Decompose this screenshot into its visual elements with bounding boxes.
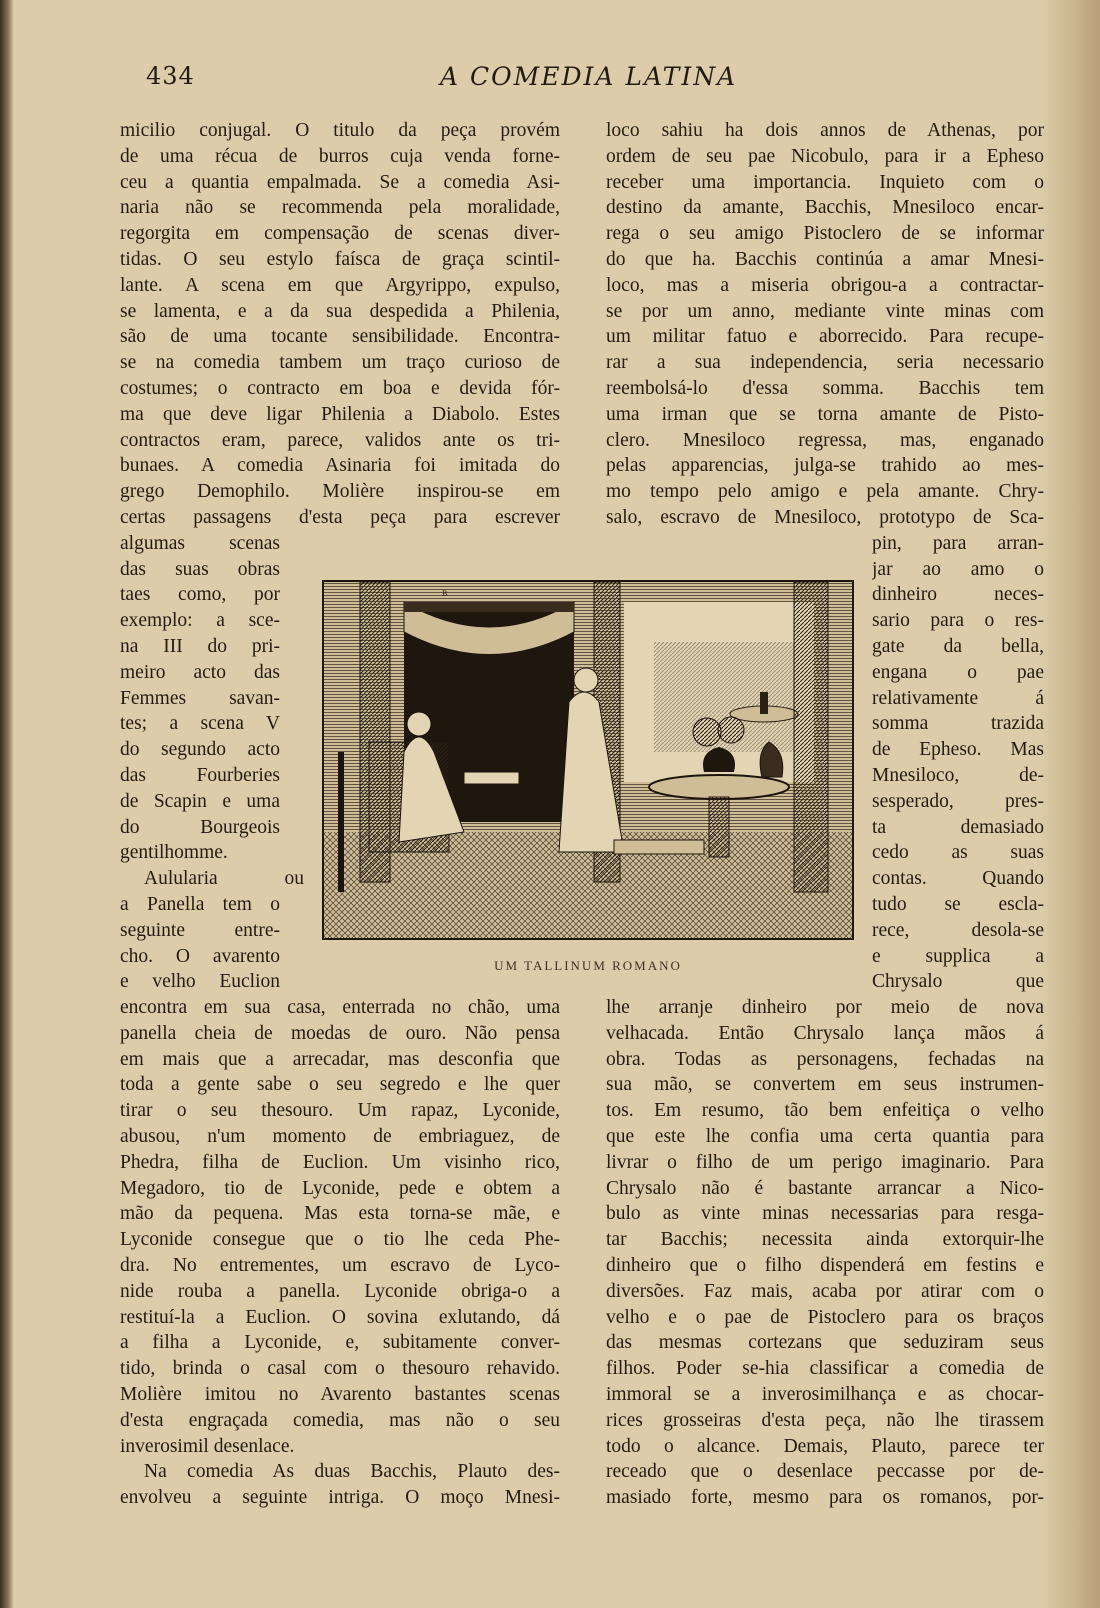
engraving-drawing [324,582,852,938]
text-line: tes; a scena V [120,713,280,735]
engraving-mark: B [442,589,448,598]
text-line: dra. No entrementes, um escravo de Lyco- [120,1255,560,1277]
text-line: obra. Todas as personagens, fechadas na [606,1048,1044,1070]
text-line: restituí-la a Euclion. O sovina exlutando, dá [120,1306,560,1328]
text-line: se por um anno, mediante vinte minas com [606,300,1044,322]
text-line: ma que deve ligar Philenia a Diabolo. Estes [120,403,560,425]
right-block-2 [872,531,1044,995]
text-line: a filha a Lyconide, e, subitamente conver- [120,1332,560,1354]
text-line: lante. A scena em que Argyrippo, expulso, [120,274,560,296]
text-line: dinheiro neces- [872,584,1044,606]
text-line: diversões. Faz mais, acaba por atirar com o [606,1280,1044,1302]
text-line: mo tempo pelo amigo e pela amante. Chry- [606,481,1044,503]
text-line: cedo as suas [872,842,1044,864]
text-line: Megadoro, tio de Lyconide, pede e obtem a [120,1177,560,1199]
text-line: somma trazida [872,713,1044,735]
text-line: encontra em sua casa, enterrada no chão, uma [120,997,560,1019]
figure-caption: UM TALLINUM ROMANO [494,958,682,973]
left-block-3 [120,995,560,1511]
text-line: destino da amante, Bacchis, Mnesiloco encar- [606,197,1044,219]
text-line: se lamenta, e a da sua despedida a Philenia, [120,300,560,322]
text-line: exemplo: a sce- [120,610,280,632]
text-line: algumas scenas [120,532,280,554]
text-line: e velho Euclion [120,971,280,993]
text-line: bulo as vinte minas necessarias para resga- [606,1203,1044,1225]
text-line: meiro acto das [120,661,280,683]
text-line: na III do pri- [120,635,280,657]
text-line: a Panella tem o [120,893,280,915]
text-line: velho e o pae de Pistoclero para os braços [606,1306,1044,1328]
text-line: taes como, por [120,584,280,606]
text-line: loco, mas a miseria obrigou-a a contractar- [606,274,1044,296]
text-line: tudo se escla- [872,893,1044,915]
text-line: são de uma tocante sensibilidade. Encontra- [120,326,560,348]
text-line: do que ha. Bacchis continúa a amar Mnesi- [606,248,1044,270]
text-line: de uma récua de burros cuja venda forne- [120,145,560,167]
text-line: rega o seu amigo Pistoclero de se informar [606,223,1044,245]
text-line: rices grosseiras d'esta peça, não lhe tirassem [606,1409,1044,1431]
text-line: seguinte entre- [120,919,280,941]
text-line: Femmes savan- [120,687,280,709]
text-line: Mnesiloco, de- [872,764,1044,786]
text-line: cho. O avarento [120,945,280,967]
text-line: das Fourberies [120,764,280,786]
text-line: bunaes. A comedia Asinaria foi imitada do [120,455,560,477]
text-line: rar a sua independencia, seria necessario [606,352,1044,374]
page-number: 434 [146,62,195,90]
right-block-1 [606,118,1044,531]
binding-shadow [0,0,14,1608]
text-line: rece, desola-se [872,919,1044,941]
page-edge [1040,0,1100,1608]
text-line: de Scapin e uma [120,790,280,812]
text-line: panella cheia de moedas de ouro. Não pensa [120,1022,560,1044]
text-line: Chrysalo não é bastante arrancar a Nico- [606,1177,1044,1199]
text-line: certas passagens d'esta peça para escrever [120,506,560,528]
text-line: pelas apparencias, julga-se trahido ao mes- [606,455,1044,477]
text-line: Molière imitou no Avarento bastantes scenas [120,1384,560,1406]
text-line: sesperado, pres- [872,790,1044,812]
text-line: mão da pequena. Mas esta torna-se mãe, e [120,1203,560,1225]
text-line: livrar o filho de um perigo imaginario. Para [606,1151,1044,1173]
text-line: que este lhe confia uma certa quantia para [606,1126,1044,1148]
text-line: filhos. Poder se-hia classificar a comedia de [606,1358,1044,1380]
text-line: ordem de seu pae Nicobulo, para ir a Epheso [606,145,1044,167]
text-line: engana o pae [872,661,1044,683]
text-line: das suas obras [120,558,280,580]
text-line: regorgita em compensação de scenas diver- [120,223,560,245]
text-line: tido, brinda o casal com o thesouro rehavido. [120,1358,560,1380]
text-line: tidas. O seu estylo faísca de graça scintil- [120,248,560,270]
text-line: em mais que a arrecadar, mas desconfia que [120,1048,560,1070]
text-line: pin, para arran- [872,532,1044,554]
text-line: envolveu a seguinte intriga. O moço Mnesi- [120,1487,560,1509]
text-line: dinheiro que o filho dispenderá em festins e [606,1255,1044,1277]
text-line: do Bourgeois [120,816,280,838]
text-line: tos. Em resumo, tão bem enfeitiça o velho [606,1100,1044,1122]
text-line: Lyconide consegue que o tio lhe ceda Phe- [120,1229,560,1251]
text-line: se na comedia tambem um traço curioso de [120,352,560,374]
text-line: d'esta engraçada comedia, mas não o seu [120,1409,560,1431]
text-line: tar Bacchis; necessita ainda extorquir-lhe [606,1229,1044,1251]
text-line: receado que o desenlace peccasse por de- [606,1461,1044,1483]
text-line: e supplica a [872,945,1044,967]
text-line: todo o alcance. Demais, Plauto, parece ter [606,1435,1044,1457]
text-line: do segundo acto [120,739,280,761]
text-line: naria não se recommenda pela moralidade, [120,197,560,219]
text-line: jar ao amo o [872,558,1044,580]
text-line: das mesmas cortezans que seduziram seus [606,1332,1044,1354]
text-line: gate da bella, [872,635,1044,657]
text-line: nide rouba a panella. Lyconide obriga-o a [120,1280,560,1302]
text-line: salo, escravo de Mnesiloco, prototypo de Sca- [606,506,1044,528]
text-line: contractos eram, parece, validos ante os tri- [120,429,560,451]
right-block-3 [606,995,1044,1511]
text-line: toda a gente sabe o seu segredo e lhe quer [120,1074,560,1096]
text-line: masiado forte, mesmo para os romanos, por- [606,1487,1044,1509]
text-line: velhacada. Então Chrysalo lança mãos á [606,1022,1044,1044]
text-line: ta demasiado [872,816,1044,838]
text-line: tirar o seu thesouro. Um rapaz, Lyconide, [120,1100,560,1122]
text-line: ceu a quantia empalmada. Se a comedia Asi- [120,171,560,193]
running-title: A COMEDIA LATINA [440,62,738,91]
text-line: sario para o res- [872,610,1044,632]
text-line: Phedra, filha de Euclion. Um visinho rico, [120,1151,560,1173]
text-line: inverosimil desenlace. [120,1435,295,1457]
text-line: Aulularia ou [144,868,304,890]
text-line: Chrysalo que [872,971,1044,993]
text-line: lhe arranje dinheiro por meio de nova [606,997,1044,1019]
text-line: de Epheso. Mas [872,739,1044,761]
text-line: reembolsá-lo d'essa somma. Bacchis tem [606,377,1044,399]
text-line: uma irman que se torna amante de Pisto- [606,403,1044,425]
text-line: gentilhomme. [120,842,228,864]
text-line: contas. Quando [872,868,1044,890]
text-line: costumes; o contracto em boa e devida fór- [120,377,560,399]
left-block-1 [120,118,560,531]
text-line: sua mão, se convertem em seus instrumen- [606,1074,1044,1096]
text-line: Na comedia As duas Bacchis, Plauto des- [144,1461,560,1483]
text-line: abusou, n'um momento de embriaguez, de [120,1126,560,1148]
text-line: clero. Mnesiloco regressa, mas, enganado [606,429,1044,451]
text-line: receber uma importancia. Inquieto com o [606,171,1044,193]
engraving-illustration [322,580,854,940]
text-line: loco sahiu ha dois annos de Athenas, por [606,120,1044,141]
text-line: micilio conjugal. O titulo da peça provém [120,120,560,141]
text-line: immoral se a inverosimilhança e as chocar- [606,1384,1044,1406]
text-line: relativamente á [872,687,1044,709]
text-line: grego Demophilo. Molière inspirou-se em [120,481,560,503]
text-line: um militar fatuo e aborrecido. Para recupe- [606,326,1044,348]
